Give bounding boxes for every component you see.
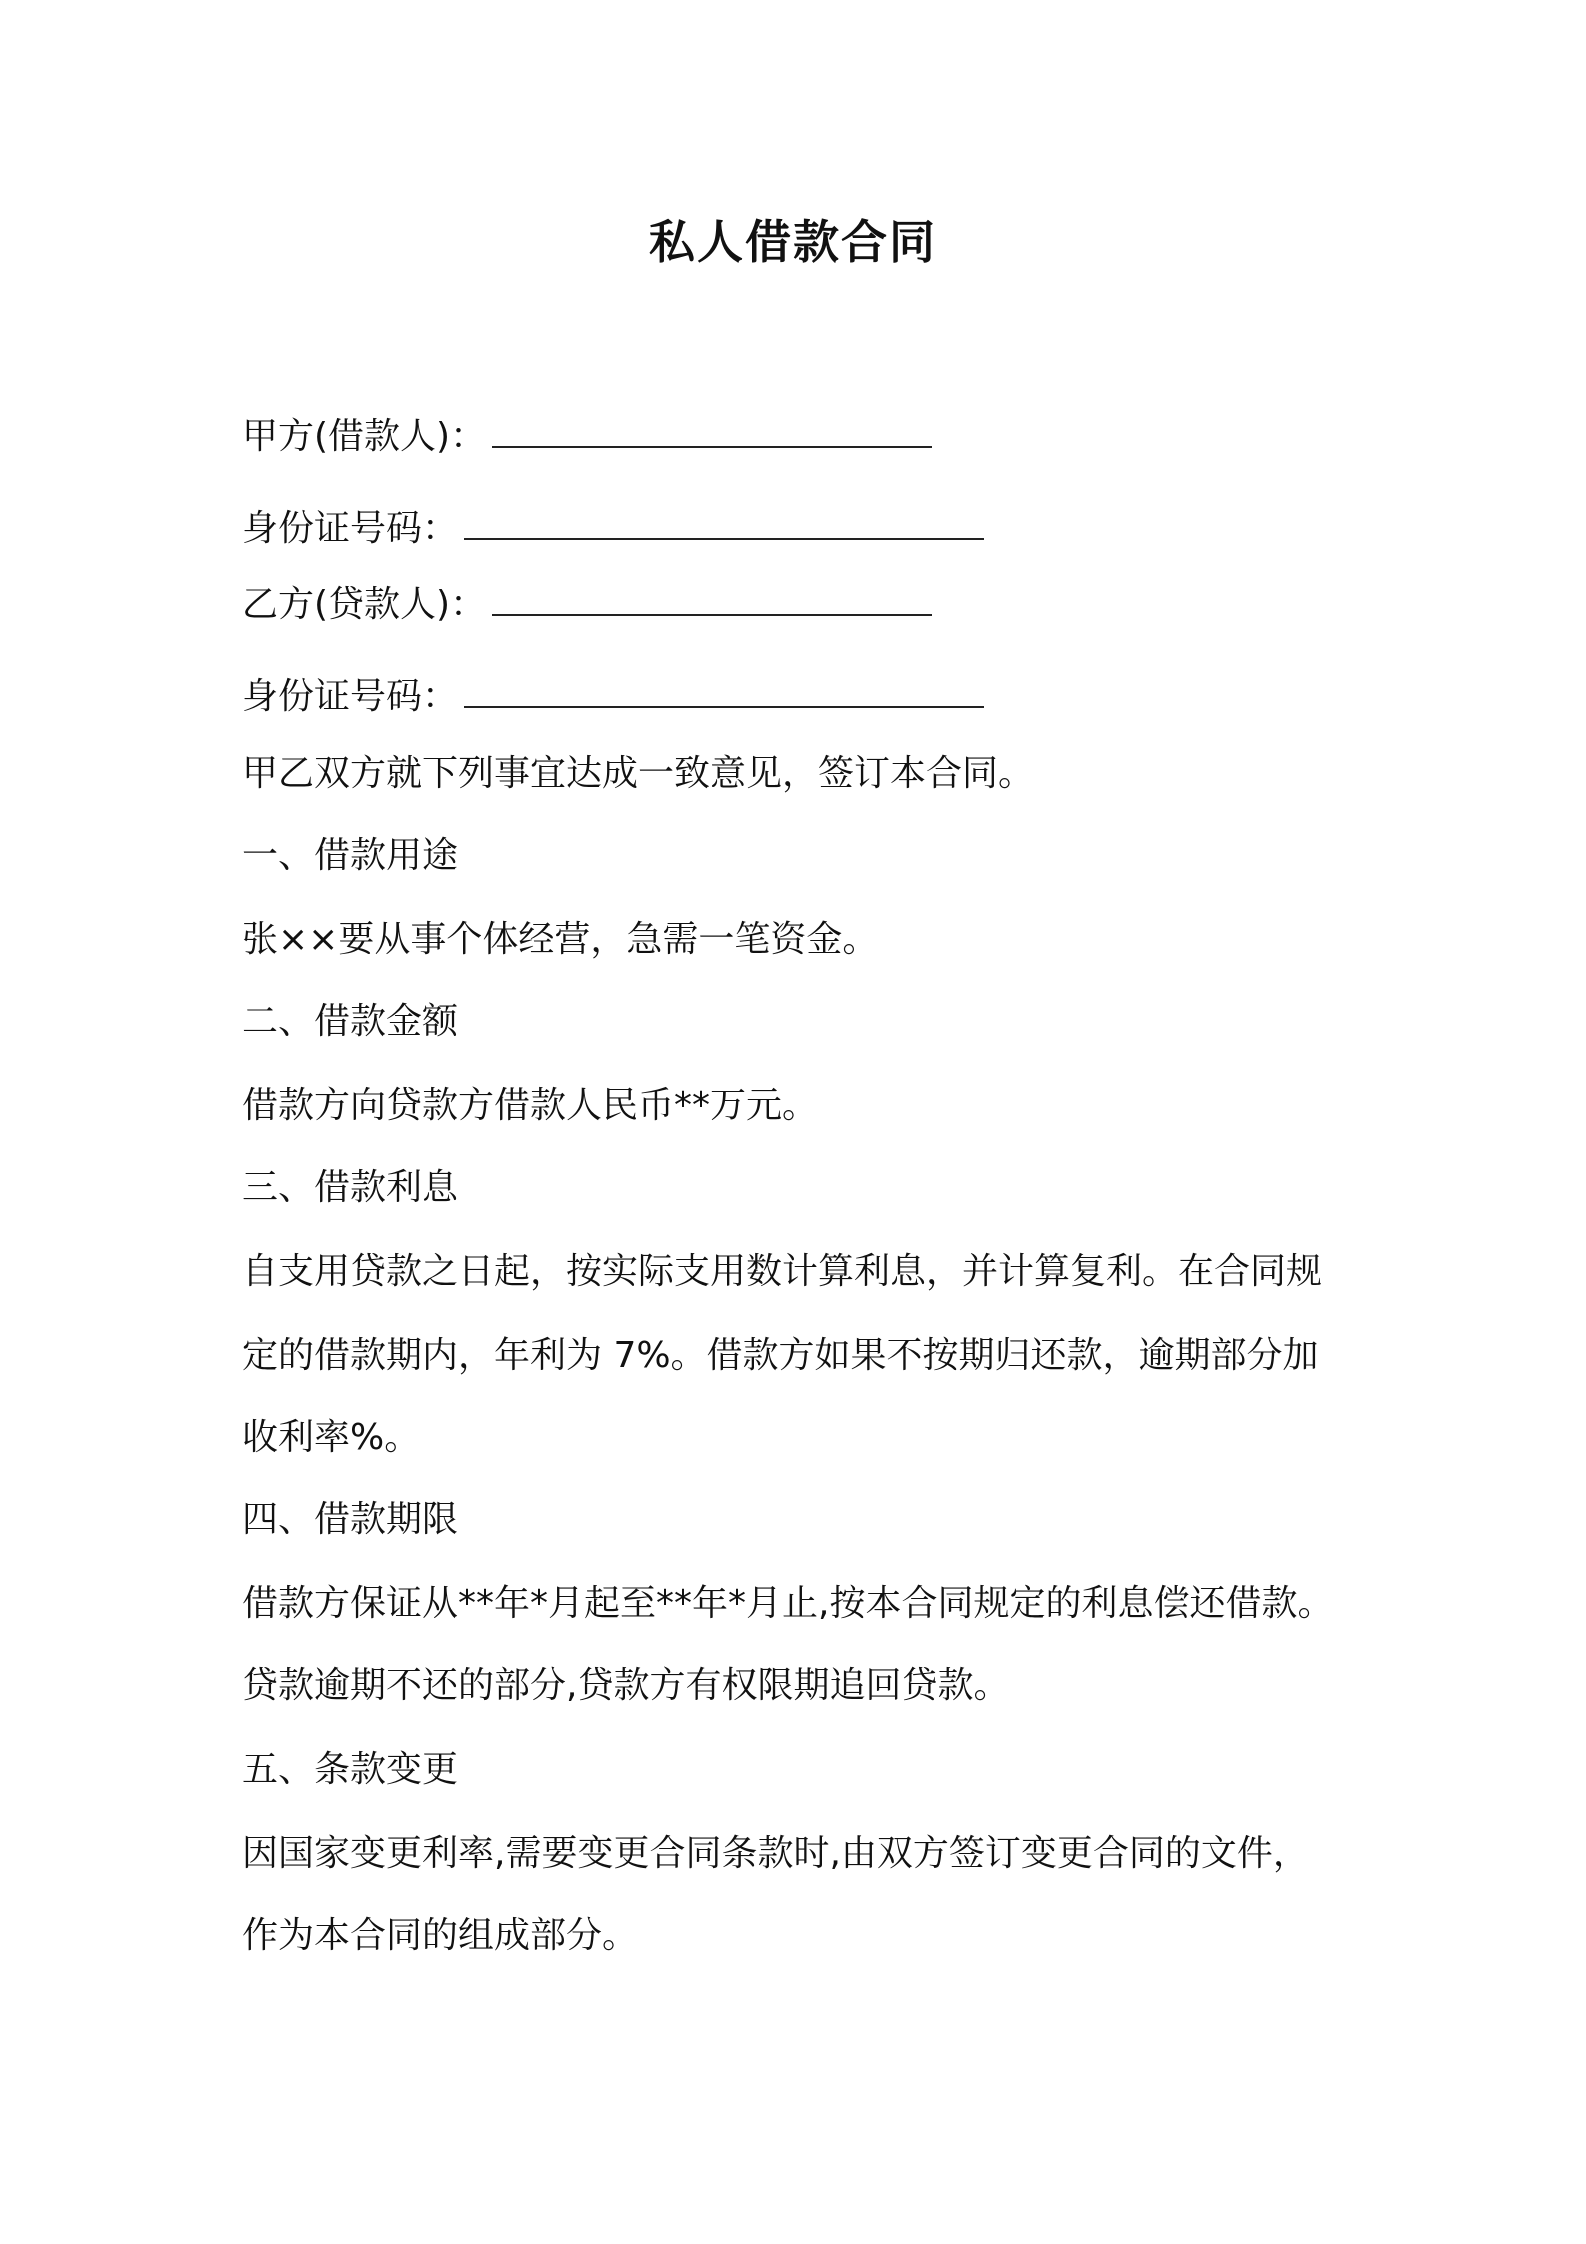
section-text-line: 借款方保证从**年*月起至**年*月止,按本合同规定的利息偿还借款。 [242,1583,1334,1624]
section-heading: 四、借款期限 [242,1499,459,1540]
intro-paragraph: 甲乙双方就下列事宜达成一致意见，签订本合同。 [242,753,1035,794]
party-b-blank [492,578,932,616]
section-text-line: 作为本合同的组成部分。 [242,1915,639,1956]
section-text-line: 定的借款期内，年利为 7%。借款方如果不按期归还款，逾期部分加 [242,1335,1319,1376]
section-text-line: 贷款逾期不还的部分,贷款方有权限期追回贷款。 [242,1665,1010,1706]
section-text-line: 因国家变更利率,需要变更合同条款时,由双方签订变更合同的文件， [242,1833,1309,1874]
section-text-line: 自支用贷款之日起，按实际支用数计算利息，并计算复利。在合同规 [242,1251,1323,1292]
section-heading: 三、借款利息 [242,1167,459,1208]
id-b-label: 身份证号码： [242,676,459,717]
section-text-line: 张××要从事个体经营，急需一笔资金。 [242,919,879,960]
party-a-label: 甲方(借款人)： [242,416,487,457]
party-a-field [242,410,932,461]
section-text-line: 收利率%。 [242,1417,421,1458]
section-heading: 二、借款金额 [242,1001,459,1042]
section-heading: 五、条款变更 [242,1749,459,1790]
id-b-blank [464,670,984,708]
section-text-line: 借款方向贷款方借款人民币**万元。 [242,1085,819,1126]
document-title: 私人借款合同 [649,215,937,269]
party-a-blank [492,410,932,448]
id-b-field [242,670,984,721]
section-heading: 一、借款用途 [242,835,459,876]
id-a-label: 身份证号码： [242,508,459,549]
party-b-label: 乙方(贷款人)： [242,584,487,625]
id-a-field [242,502,984,553]
id-a-blank [464,502,984,540]
party-b-field [242,578,932,629]
